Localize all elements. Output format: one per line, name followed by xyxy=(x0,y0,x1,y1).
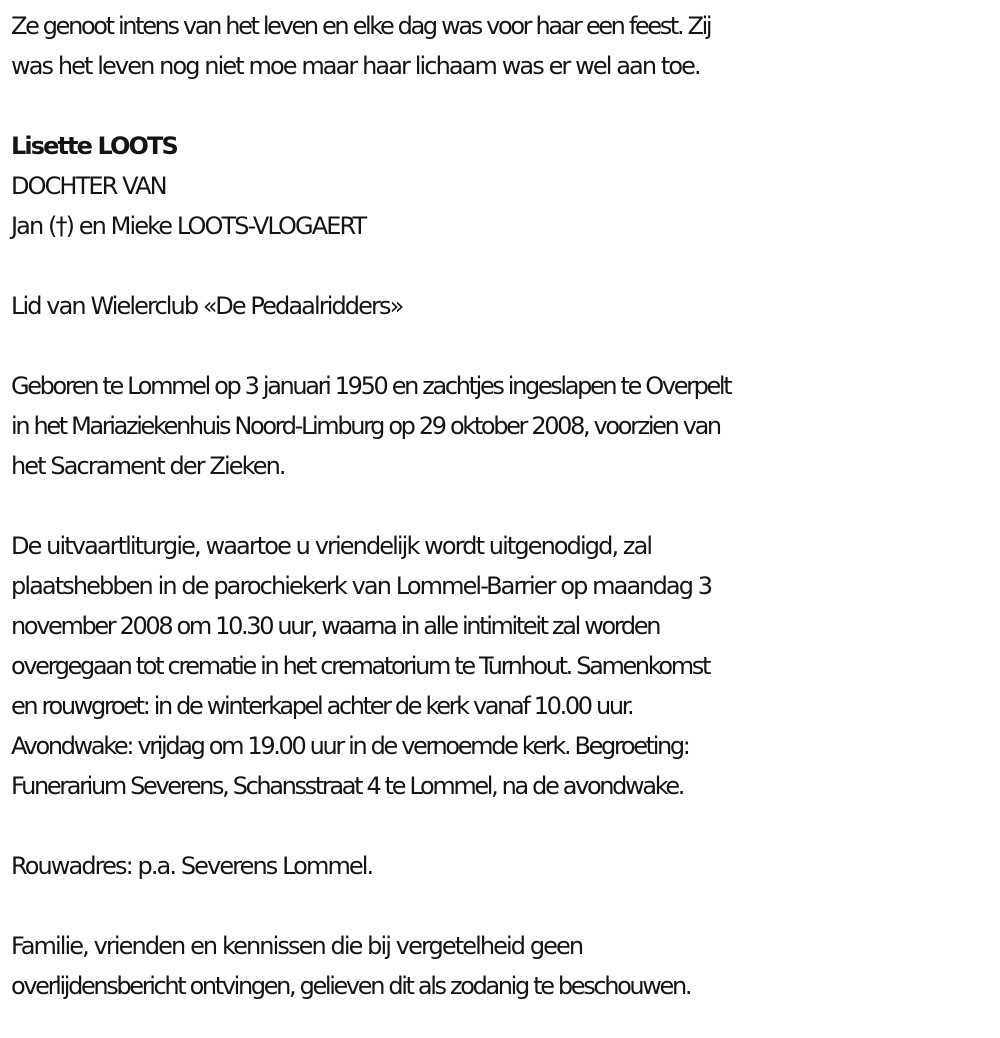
funeral-line: november 2008 om 10.30 uur, waarna in alle intimiteit zal worden xyxy=(11,612,660,640)
paragraph-gap xyxy=(11,246,991,286)
address-line: Rouwadres: p.a. Severens Lommel. xyxy=(11,852,373,880)
deceased-relation: DOCHTER VAN xyxy=(11,172,166,200)
funeral-line: Funerarium Severens, Schansstraat 4 te Lommel, na de avondwake. xyxy=(11,772,684,800)
birth-death-line: het Sacrament der Zieken. xyxy=(11,452,285,480)
deceased-name: Lisette LOOTS xyxy=(11,132,177,160)
birth-death-line: in het Mariaziekenhuis Noord-Limburg op 29 oktober 2008, voorzien van xyxy=(11,412,720,440)
closing-line: Familie, vrienden en kennissen die bij vergetelheid geen xyxy=(11,932,583,960)
obituary-text xyxy=(11,6,991,1006)
intro-line: was het leven nog niet moe maar haar lichaam was er wel aan toe. xyxy=(11,52,700,80)
membership-line: Lid van Wielerclub «De Pedaalridders» xyxy=(11,292,403,320)
paragraph-gap xyxy=(11,86,991,126)
funeral-line: De uitvaartliturgie, waartoe u vriendelijk wordt uitgenodigd, zal xyxy=(11,532,652,560)
funeral-line: en rouwgroet: in de winterkapel achter de kerk vanaf 10.00 uur. xyxy=(11,692,633,720)
paragraph-gap xyxy=(11,806,991,846)
deceased-parents: Jan (†) en Mieke LOOTS-VLOGAERT xyxy=(11,212,366,240)
funeral-line: overgegaan tot crematie in het crematorium te Turnhout. Samenkomst xyxy=(11,652,710,680)
paragraph-gap xyxy=(11,486,991,526)
funeral-line: Avondwake: vrijdag om 19.00 uur in de vernoemde kerk. Begroeting: xyxy=(11,732,689,760)
intro-line: Ze genoot intens van het leven en elke dag was voor haar een feest. Zij xyxy=(11,12,711,40)
funeral-line: plaatshebben in de parochiekerk van Lommel-Barrier op maandag 3 xyxy=(11,572,712,600)
paragraph-gap xyxy=(11,886,991,926)
birth-death-line: Geboren te Lommel op 3 januari 1950 en zachtjes ingeslapen te Overpelt xyxy=(11,372,731,400)
closing-line: overlijdensbericht ontvingen, gelieven dit als zodanig te beschouwen. xyxy=(11,972,691,1000)
paragraph-gap xyxy=(11,326,991,366)
